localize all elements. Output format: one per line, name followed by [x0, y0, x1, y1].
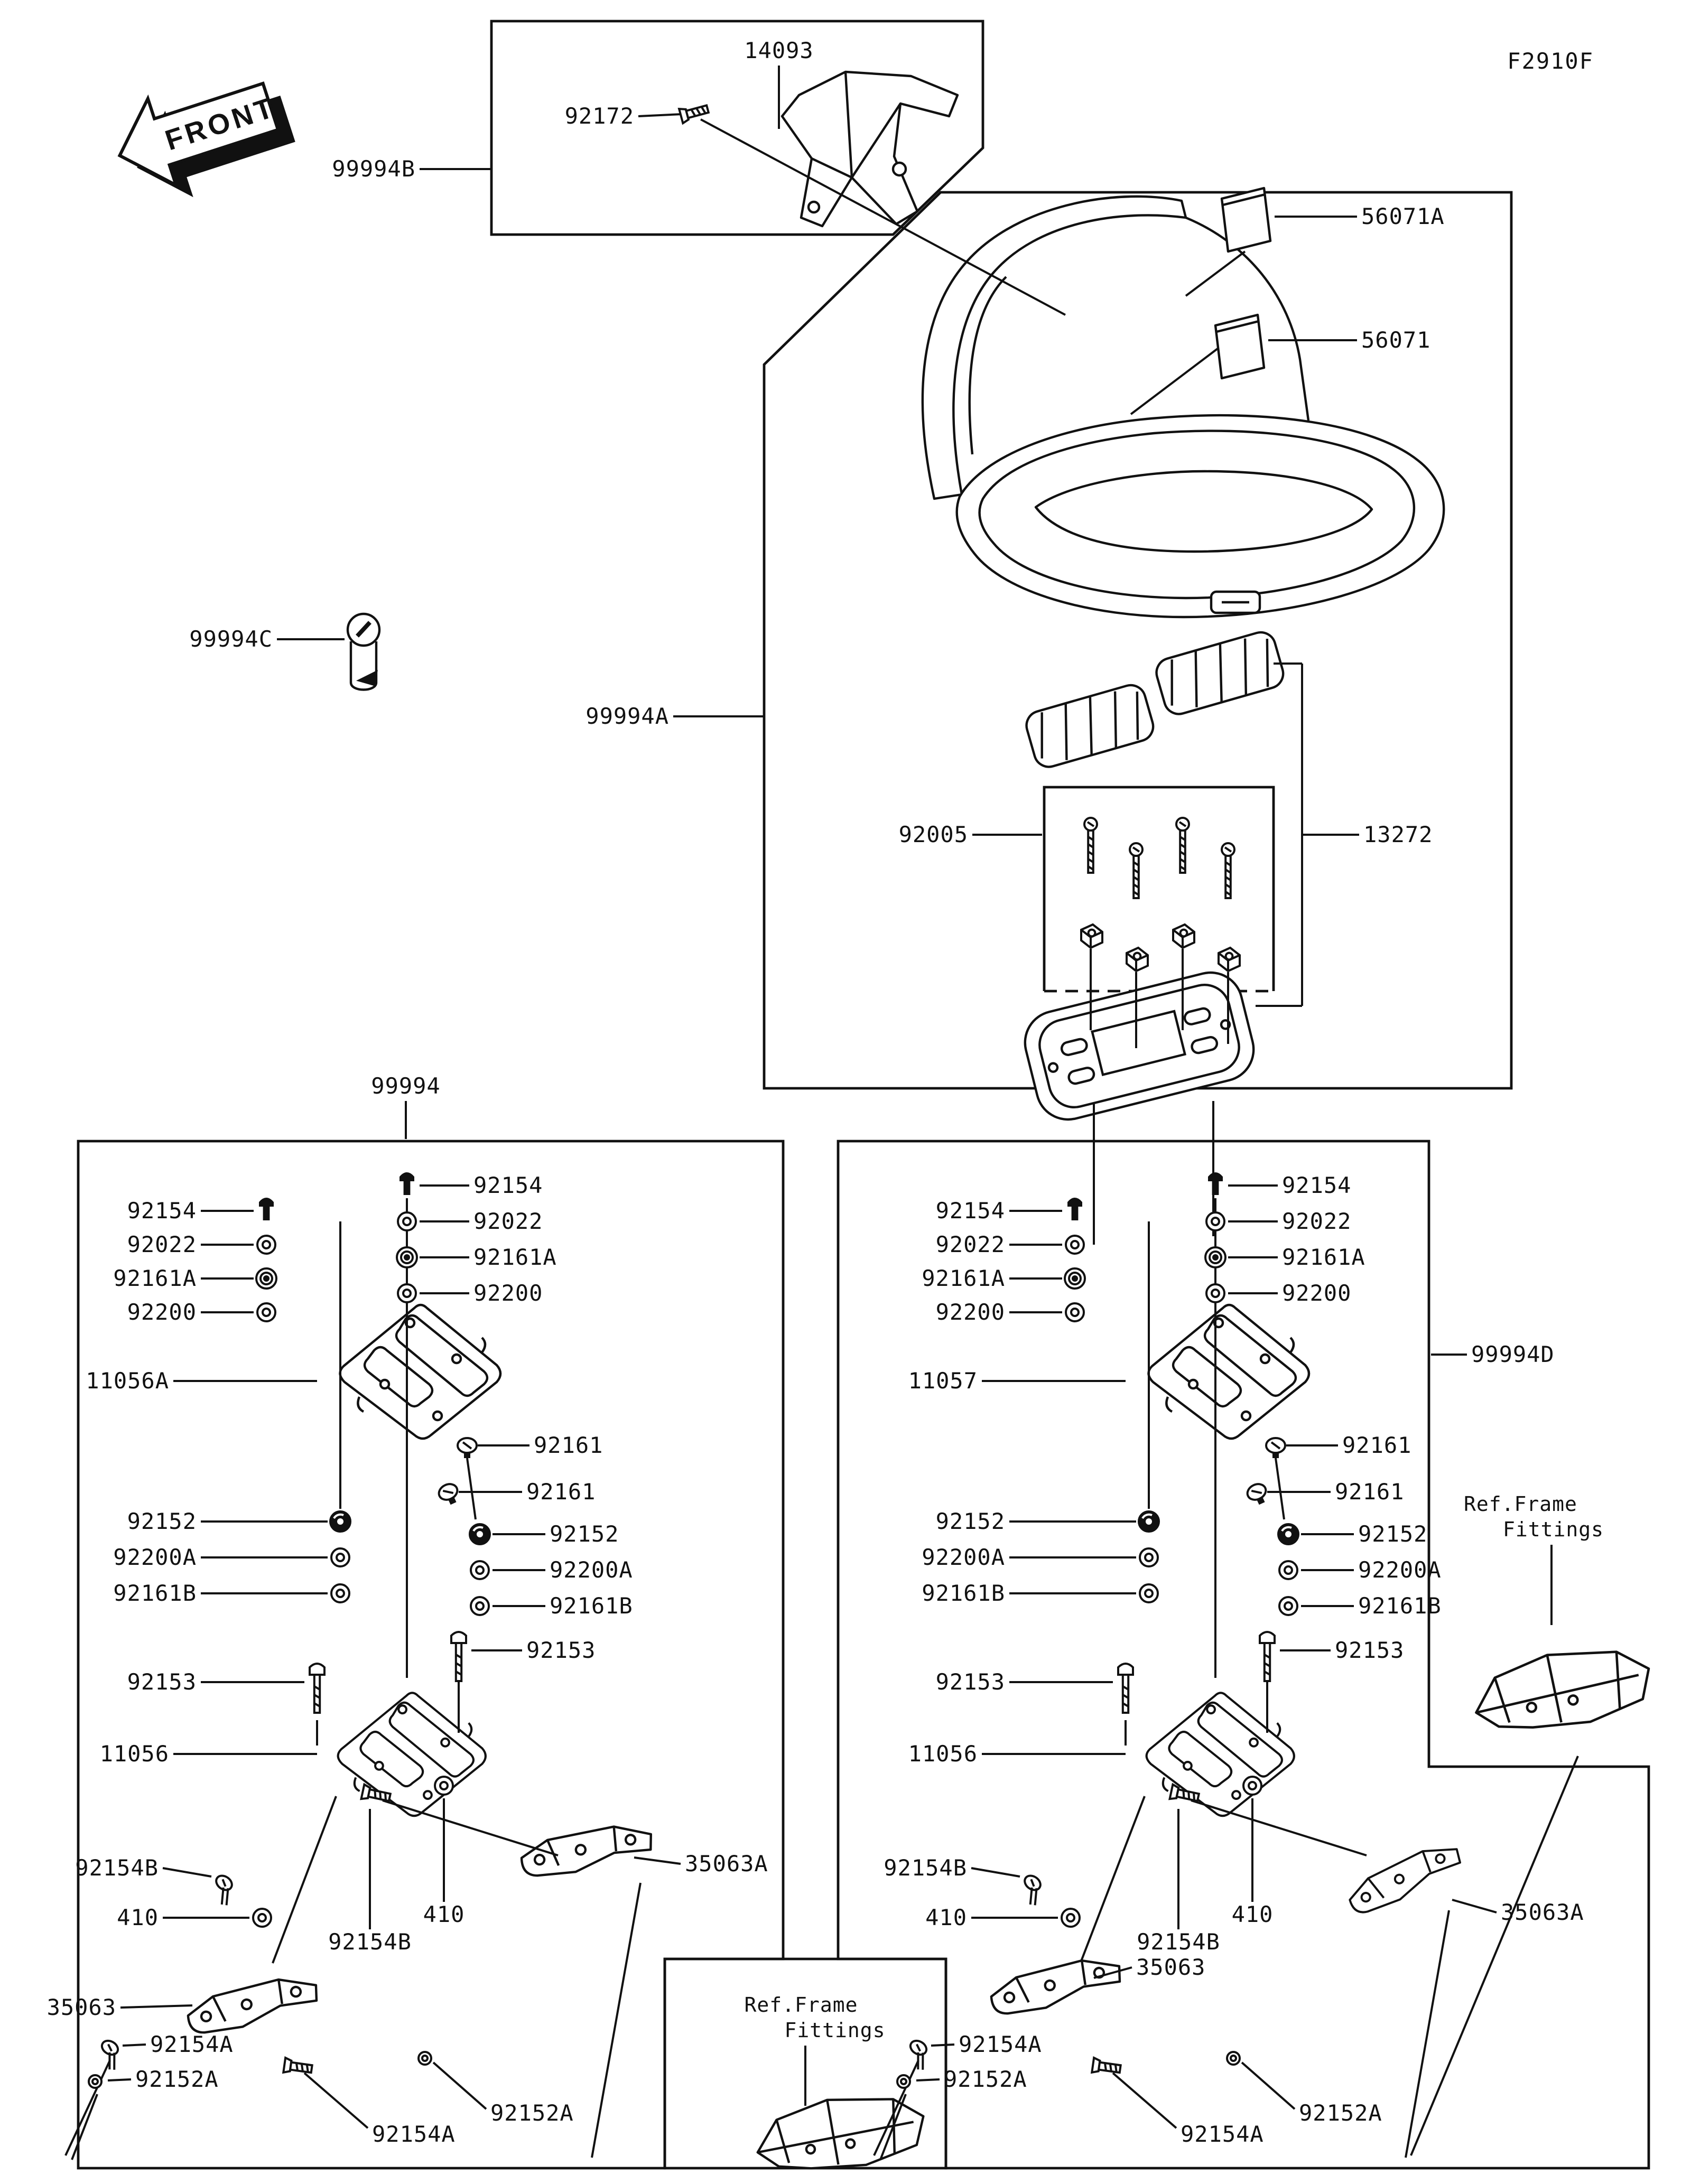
part-label-rb-92200A-l: 92200A [922, 1545, 1005, 1570]
box-right-kit [838, 1141, 1649, 2168]
leader-lb-35063 [120, 2005, 192, 2008]
box-left-kit [78, 1141, 783, 2168]
icon-bolt-17 [310, 1664, 324, 1713]
bracket-plate-11056-right [1147, 1693, 1294, 1816]
part-label-lb-92153-r: 92153 [526, 1638, 596, 1663]
part-label-rb-35063A: 35063A [1501, 1900, 1584, 1925]
part-label-rb-92152A-2: 92152A [1299, 2101, 1382, 2126]
icon-washer-bold-29 [1065, 1268, 1085, 1289]
part-label-l-99994B: 99994B [332, 156, 415, 182]
icon-screw-tilt-45 [1015, 1873, 1048, 1907]
part-label-rb-92161-1: 92161 [1342, 1433, 1412, 1458]
icon-screw-top-35 [1266, 1438, 1285, 1458]
stay-35063A-right [1344, 1833, 1464, 1922]
part-label-ref-right-1: Ref.Frame [1464, 1493, 1577, 1516]
icon-screw-side-5 [401, 1173, 413, 1194]
icon-washer-32 [1206, 1212, 1224, 1230]
part-label-lb-92154-i: 92154 [473, 1173, 543, 1198]
leader-rb-92152A-2 [1242, 2062, 1295, 2109]
part-label-rb-92153-l: 92153 [935, 1669, 1005, 1695]
icon-washer-small-24 [89, 2075, 101, 2088]
part-label-rb-92154B-c: 92154B [1137, 1929, 1220, 1955]
part-label-lb-92161-1: 92161 [534, 1433, 603, 1458]
part-label-l-99994A: 99994A [586, 704, 669, 729]
icon-washer-41 [1279, 1561, 1297, 1579]
part-label-ref-right-2: Fittings [1503, 1518, 1604, 1542]
part-label-lb-35063A: 35063A [685, 1851, 768, 1877]
part-label-lb-92161A-i: 92161A [473, 1245, 557, 1270]
icon-screw-horiz-51 [1092, 2058, 1121, 2076]
part-label-lb-92161-2: 92161 [526, 1479, 596, 1505]
part-label-lb-11056A: 11056A [86, 1368, 169, 1394]
icon-washer-12 [331, 1548, 349, 1566]
icon-washer-bold-3 [256, 1268, 276, 1289]
part-label-lb-92154-o: 92154 [127, 1198, 197, 1224]
lock-cylinder-part [348, 614, 379, 690]
part-label-rb-92161A-i: 92161A [1282, 1245, 1365, 1270]
top-case-part [923, 197, 1444, 617]
icon-grommet-37 [1139, 1511, 1159, 1532]
case-base [957, 415, 1444, 617]
part-label-lb-92154B-c: 92154B [328, 1929, 412, 1955]
part-label-l-14093: 14093 [744, 38, 814, 63]
part-label-rb-92154A-1: 92154A [959, 2032, 1042, 2057]
icon-screw-horiz-0 [679, 102, 709, 124]
front-arrow-text: FRONT [161, 91, 280, 157]
pad-sticker-56071A [1222, 188, 1270, 251]
icon-washer-13 [331, 1584, 349, 1602]
part-label-rb-92154-o: 92154 [935, 1198, 1005, 1224]
front-arrow [106, 59, 302, 214]
part-label-rb-92022-i: 92022 [1282, 1209, 1352, 1234]
leader-lb-35063A [634, 1858, 681, 1864]
part-label-lb-92153-l: 92153 [127, 1669, 197, 1695]
icon-washer-small-52 [1227, 2052, 1240, 2065]
part-label-rb-92154-i: 92154 [1282, 1173, 1352, 1198]
leader-rb-92154B-o [971, 1868, 1020, 1877]
leader-rb-92152A-1 [916, 2079, 940, 2080]
icon-washer-38 [1140, 1548, 1158, 1566]
part-label-lb-92161A-o: 92161A [113, 1266, 197, 1291]
icon-grommet-14 [470, 1524, 490, 1544]
icon-washer-34 [1206, 1284, 1224, 1302]
screw-set-92005 [1081, 818, 1240, 971]
icon-bolt-18 [451, 1632, 466, 1681]
part-label-lb-92152-l: 92152 [127, 1509, 197, 1534]
icon-washer-2 [257, 1236, 275, 1254]
icon-screw-side-27 [1069, 1199, 1081, 1219]
leader-l-92172 [638, 114, 683, 116]
part-label-rb-92161B-l: 92161B [922, 1581, 1005, 1606]
part-label-rb-92154A-2: 92154A [1181, 2122, 1264, 2147]
part-label-rb-92152A-1: 92152A [944, 2067, 1027, 2092]
icon-washer-22 [435, 1777, 453, 1795]
leader-lb-92154A-1 [123, 2045, 146, 2046]
part-label-lb-410-o: 410 [117, 1905, 159, 1930]
icon-washer-48 [1243, 1777, 1261, 1795]
part-label-rb-35063: 35063 [1136, 1955, 1206, 1980]
part-label-lb-92200A-l: 92200A [113, 1545, 197, 1570]
leader-lb-92154A-2 [304, 2073, 368, 2128]
part-label-l-99994D: 99994D [1471, 1342, 1555, 1367]
icon-screw-side-1 [260, 1199, 273, 1219]
part-label-rb-92153-r: 92153 [1335, 1638, 1405, 1663]
icon-washer-small-50 [897, 2075, 910, 2088]
part-label-l-99994: 99994 [371, 1074, 441, 1099]
part-label-rb-410-o: 410 [925, 1905, 967, 1930]
leader-rb-92154A-2 [1113, 2073, 1176, 2128]
part-label-lb-92152-r: 92152 [550, 1522, 619, 1547]
icon-washer-bold-33 [1205, 1247, 1225, 1267]
icon-screw-top-10 [436, 1481, 462, 1508]
part-label-l-99994C: 99994C [189, 627, 273, 652]
icon-washer-20 [253, 1909, 271, 1927]
part-label-lb-92152A-2: 92152A [490, 2101, 574, 2126]
icon-screw-top-9 [458, 1438, 477, 1458]
part-label-lb-92022-o: 92022 [127, 1232, 197, 1257]
icon-washer-39 [1140, 1584, 1158, 1602]
part-label-rb-92200-o: 92200 [935, 1300, 1005, 1325]
icon-washer-8 [398, 1284, 416, 1302]
icon-washer-bold-7 [397, 1247, 417, 1267]
icon-grommet-40 [1278, 1524, 1298, 1544]
part-label-lb-92161B-l: 92161B [113, 1581, 197, 1606]
icon-bolt-44 [1260, 1632, 1275, 1681]
part-label-rb-92200A-r: 92200A [1358, 1557, 1442, 1583]
part-label-rb-11056: 11056 [908, 1741, 978, 1767]
part-label-l-92172: 92172 [564, 104, 634, 129]
part-label-ref-mid-1: Ref.Frame [744, 1994, 858, 2017]
icon-screw-tilt-23 [93, 2038, 126, 2072]
part-label-l-56071: 56071 [1361, 328, 1431, 353]
icon-washer-4 [257, 1303, 275, 1321]
icon-washer-42 [1279, 1597, 1297, 1615]
part-label-rb-92022-o: 92022 [935, 1232, 1005, 1257]
pad-sticker-56071 [1215, 315, 1264, 378]
icon-washer-46 [1062, 1909, 1080, 1927]
icon-screw-top-36 [1245, 1481, 1271, 1508]
icon-screw-side-31 [1209, 1173, 1222, 1194]
part-label-lb-92154A-2: 92154A [372, 2122, 456, 2147]
leader-rb-92154A-1 [931, 2045, 954, 2046]
icon-screw-tilt-49 [902, 2038, 934, 2072]
part-label-lb-410-c: 410 [423, 1902, 465, 1927]
stay-35063-left [184, 1965, 321, 2042]
diagram-code: F2910F [1507, 49, 1594, 74]
part-label-lb-35063: 35063 [47, 1995, 116, 2020]
part-label-rb-92161B-r: 92161B [1358, 1593, 1442, 1619]
icon-screw-horiz-25 [283, 2058, 312, 2076]
part-label-rb-410-c: 410 [1231, 1902, 1274, 1927]
frame-fitting-right [1469, 1638, 1656, 1741]
part-label-rb-92152-l: 92152 [935, 1509, 1005, 1534]
icon-grommet-11 [330, 1511, 350, 1532]
icon-washer-small-26 [419, 2052, 431, 2065]
leader-rb-35063A [1452, 1900, 1497, 1912]
rubber-pad-2 [1153, 629, 1287, 717]
part-label-ref-mid-2: Fittings [784, 2019, 886, 2042]
stay-35063-right [987, 1946, 1125, 2023]
icon-screw-tilt-19 [206, 1873, 240, 1907]
icon-washer-6 [398, 1212, 416, 1230]
icon-washer-30 [1066, 1303, 1084, 1321]
part-label-rb-92161A-o: 92161A [922, 1266, 1005, 1291]
part-label-l-92005: 92005 [898, 822, 968, 847]
bracket-plate-11057 [1148, 1305, 1309, 1439]
part-label-lb-92200-o: 92200 [127, 1300, 197, 1325]
part-label-l-56071A: 56071A [1361, 204, 1445, 229]
part-label-lb-92022-i: 92022 [473, 1209, 543, 1234]
part-label-rb-92161-2: 92161 [1335, 1479, 1405, 1505]
icon-washer-28 [1066, 1236, 1084, 1254]
bracket-plate-11056-left [338, 1693, 486, 1816]
part-label-lb-11056: 11056 [99, 1741, 169, 1767]
part-label-lb-92161B-r: 92161B [550, 1593, 633, 1619]
part-label-lb-92200A-r: 92200A [550, 1557, 633, 1583]
construction-lines [66, 119, 1578, 2160]
part-label-rb-11057: 11057 [908, 1368, 978, 1394]
part-label-lb-92154A-1: 92154A [150, 2032, 234, 2057]
part-label-lb-92152A-1: 92152A [135, 2067, 219, 2092]
icon-washer-16 [471, 1597, 489, 1615]
leader-lines [108, 66, 1551, 2128]
part-label-rb-92200-i: 92200 [1282, 1281, 1352, 1306]
rubber-pad-1 [1023, 682, 1157, 770]
part-label-rb-92152-r: 92152 [1358, 1522, 1428, 1547]
part-label-rb-92154B-o: 92154B [884, 1855, 967, 1881]
part-label-lb-92154B-o: 92154B [75, 1855, 159, 1881]
leader-lb-92152A-2 [433, 2062, 486, 2109]
leader-lb-92154B-o [163, 1868, 211, 1877]
icon-bolt-43 [1118, 1664, 1133, 1713]
icon-washer-15 [471, 1561, 489, 1579]
part-label-lb-92200-i: 92200 [473, 1281, 543, 1306]
part-label-l-13272: 13272 [1363, 822, 1433, 847]
leader-lb-92152A-1 [108, 2079, 131, 2080]
bracket-plate-11056A [340, 1305, 500, 1439]
